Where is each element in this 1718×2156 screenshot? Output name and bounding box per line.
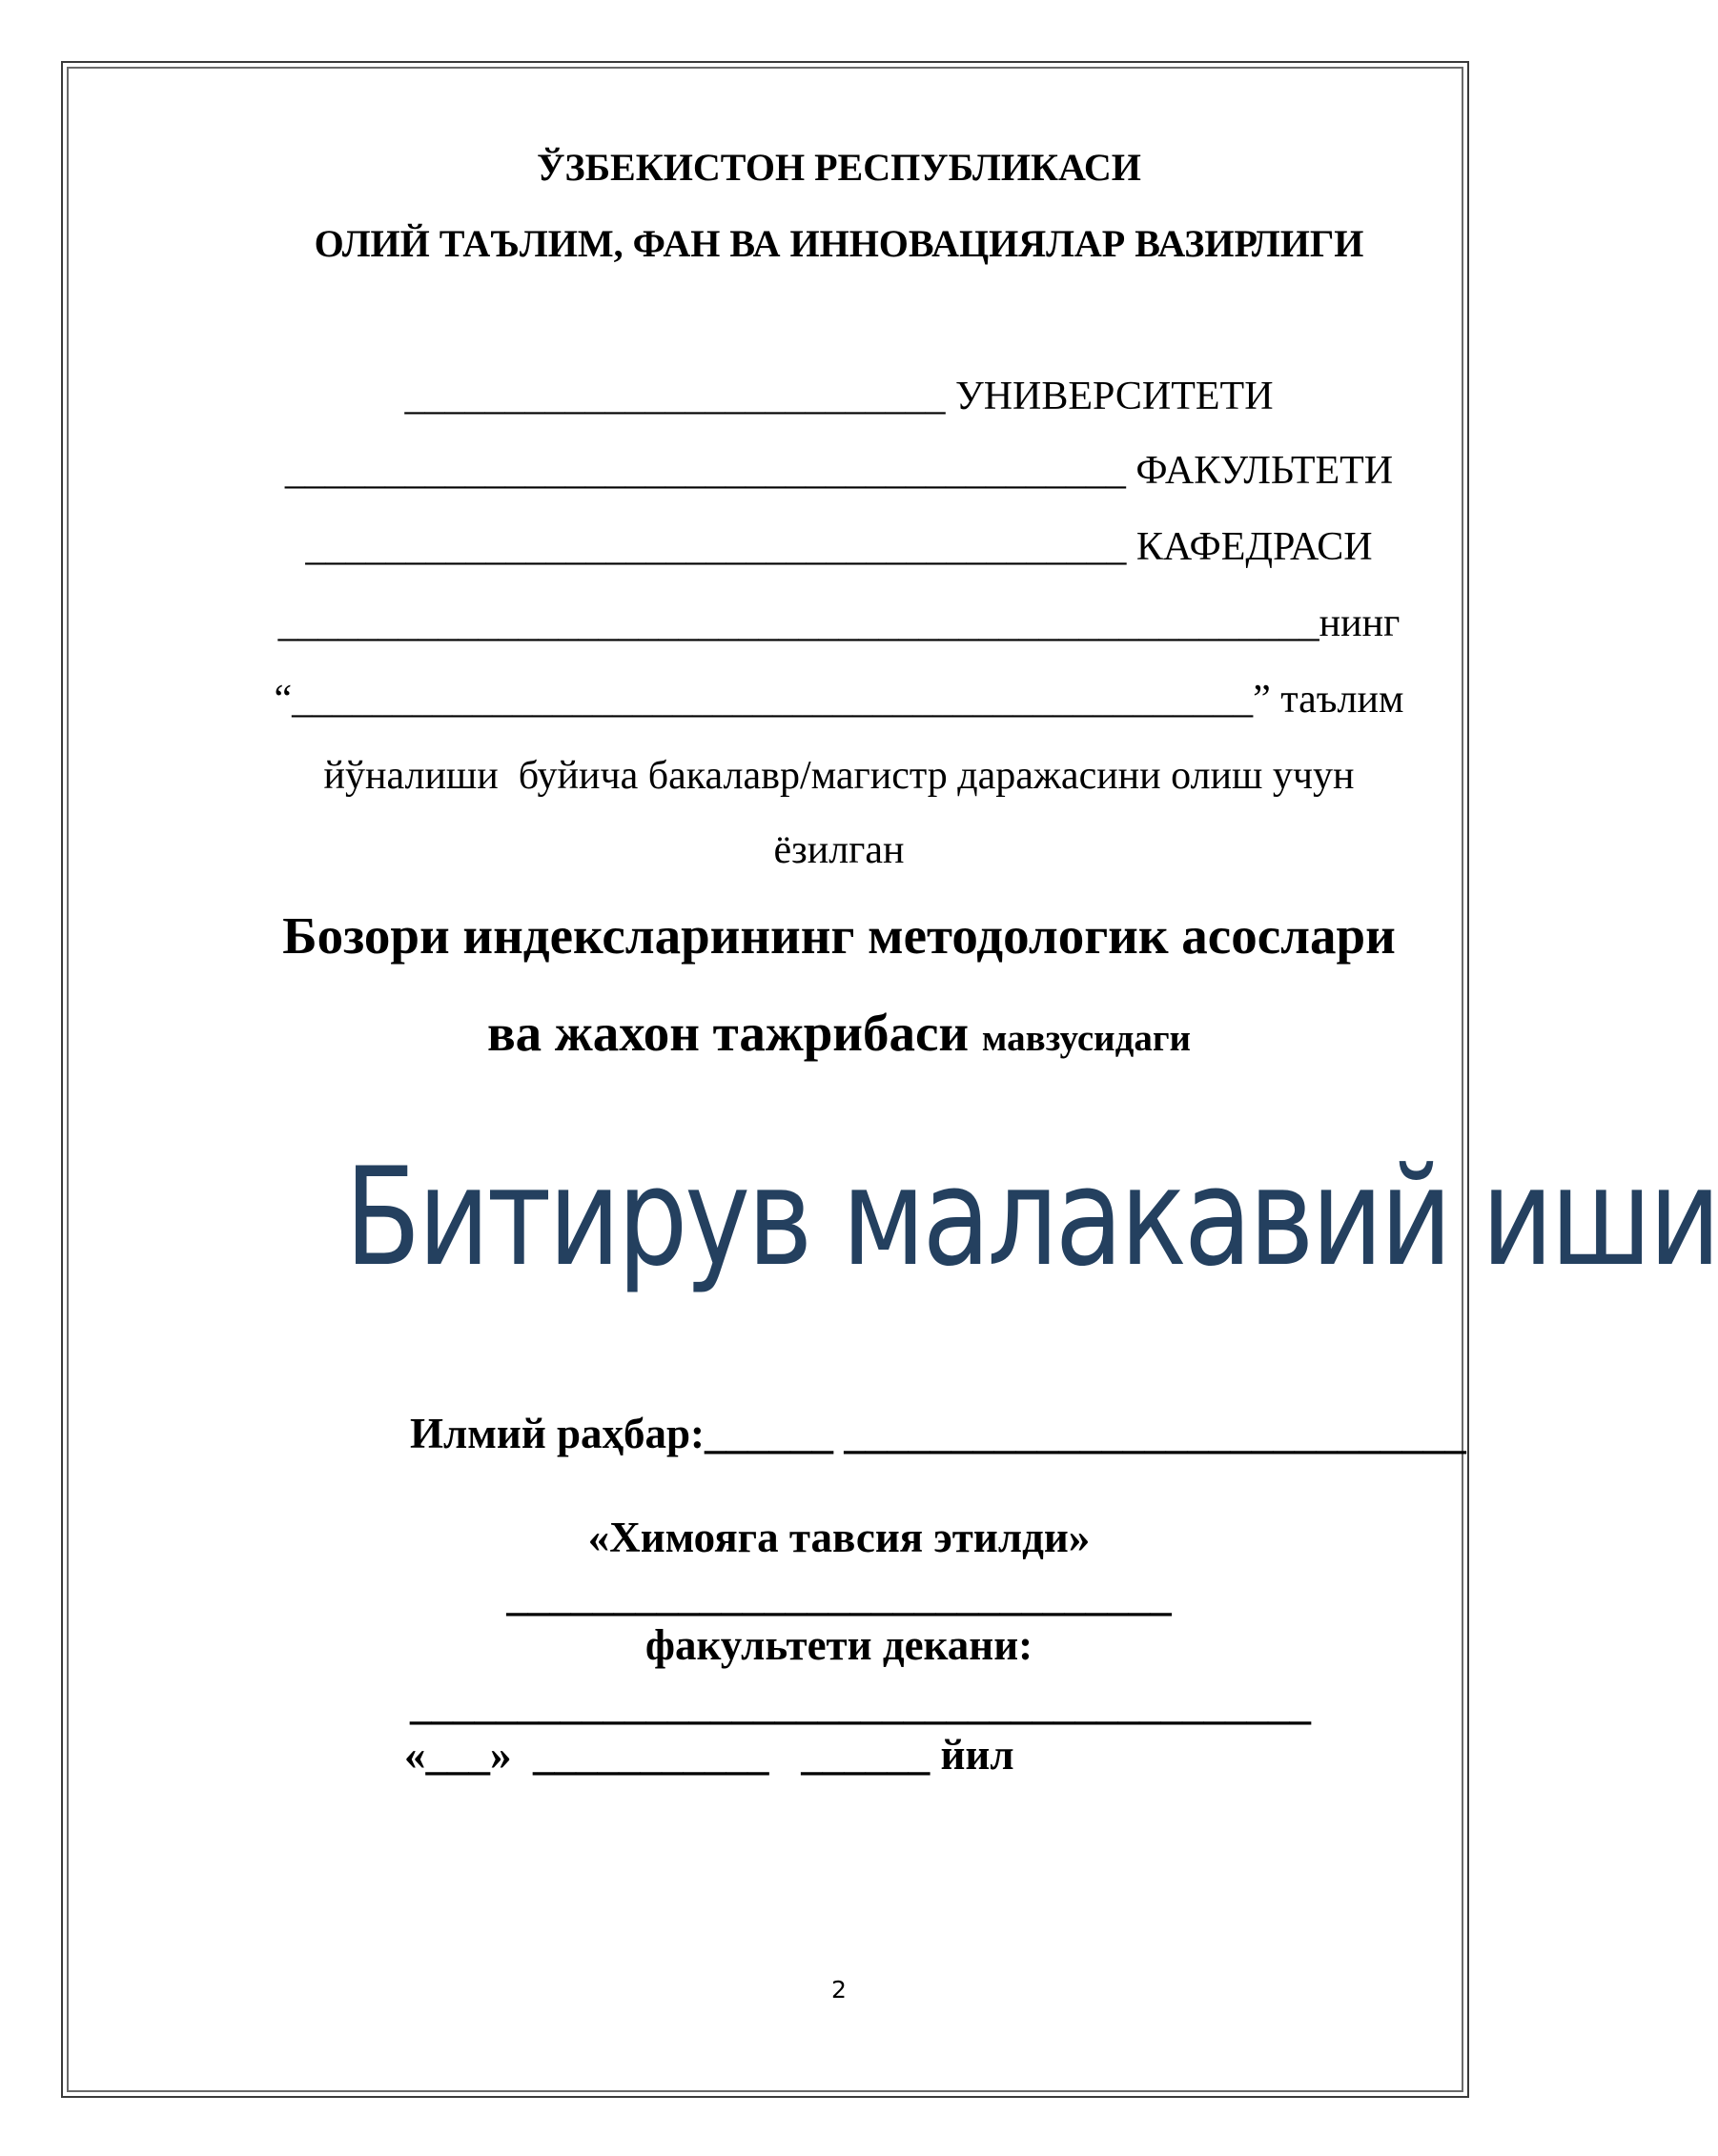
page-number: 2 xyxy=(831,1976,847,2003)
document-type-title: Битирув малакавий иши xyxy=(344,1139,1718,1296)
topic-suffix: мавзусидаги xyxy=(981,1018,1192,1059)
student-field: ____________________________________________________нинг xyxy=(277,601,1401,645)
ministry-heading: ОЛИЙ ТАЪЛИМ, ФАН ВА ИННОВАЦИЯЛАР ВАЗИРЛИГИ xyxy=(314,222,1364,265)
date-line: «___» ___________ ______ йил xyxy=(404,1731,1014,1779)
degree-text: йўналиши буйича бакалавр/магистр даражасини олиш учун xyxy=(323,754,1355,798)
topic-line-1: Бозори индексларининг методологик асослари xyxy=(282,906,1396,965)
written-text: ёзилган xyxy=(773,828,905,872)
dean-label: факультети декани: xyxy=(644,1621,1033,1669)
dean-signature-line: __________________________________________ xyxy=(410,1680,1311,1728)
supervisor-line: Илмий раҳбар:______ _____________________________ xyxy=(410,1410,1466,1457)
country-heading: ЎЗБЕКИСТОН РЕСПУБЛИКАСИ xyxy=(537,146,1141,189)
topic-line-2-text: ва жахон тажрибаси xyxy=(486,1004,970,1062)
direction-field: “________________________________________________” таълим xyxy=(274,678,1404,722)
recommended-text: «Химояга тавсия этилди» xyxy=(587,1514,1091,1561)
university-field: ___________________________ УНИВЕРСИТЕТИ xyxy=(404,375,1274,418)
faculty-field: __________________________________________ ФАКУЛЬТЕТИ xyxy=(284,449,1394,493)
topic-line-2 xyxy=(191,1003,1487,1063)
recommended-signature-line: _______________________________ xyxy=(506,1572,1172,1619)
department-field: _________________________________________ КАФЕДРАСИ xyxy=(305,525,1373,569)
page-border-inner xyxy=(67,67,1718,2092)
